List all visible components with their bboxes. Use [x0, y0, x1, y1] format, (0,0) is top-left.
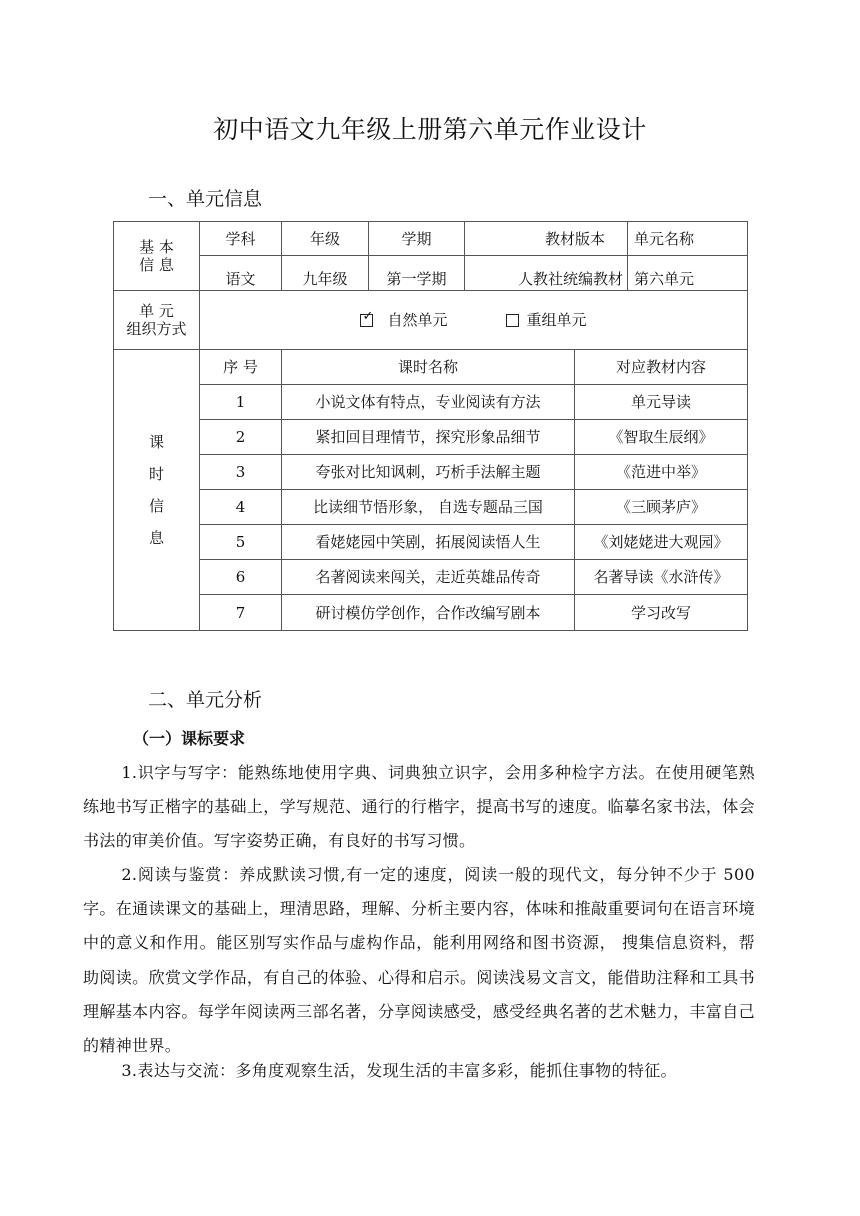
lesson-content: 《范进中举》: [575, 455, 748, 490]
header-semester: 学期: [369, 222, 465, 256]
basic-info-label: [114, 222, 200, 291]
lesson-name: 夸张对比知讽刺，巧析手法解主题: [282, 455, 575, 490]
lesson-label-char: 课: [148, 433, 164, 451]
table-row: [114, 560, 748, 595]
org-method-label-line2: 组织方式: [126, 320, 187, 338]
checked-checkbox-icon[interactable]: ✓: [360, 314, 373, 327]
table-row: [114, 525, 748, 560]
option-regroup-unit[interactable]: [506, 311, 587, 329]
paragraph-literacy: 1.识字与写字：能熟练地使用字典、词典独立识字，会用多种检字方法。在使用硬笔熟练地书写正楷字的基础上，学写规范、通行的行楷字，提高书写的速度。临摹名家书法，体会书法的审美价值。写字姿势正确，有良好的书写习惯。: [83, 763, 755, 851]
lesson-content: 《刘姥姥进大观园》: [575, 525, 748, 560]
lesson-number: 2: [200, 420, 282, 455]
lesson-name: 比读细节悟形象， 自选专题品三国: [282, 490, 575, 525]
lesson-header-content: 对应教材内容: [575, 350, 748, 385]
lesson-number: 3: [200, 455, 282, 490]
option-natural-unit[interactable]: [360, 308, 448, 329]
table-row: [114, 455, 748, 490]
section-heading-unit-analysis: 二、单元分析: [148, 689, 263, 711]
lesson-content: 《智取生辰纲》: [575, 420, 748, 455]
org-method-label-line1: 单 元: [139, 302, 174, 320]
basic-info-label-line2: 信 息: [139, 256, 174, 274]
lesson-name: 看姥姥园中笑剧，拓展阅读悟人生: [282, 525, 575, 560]
lesson-number: 5: [200, 525, 282, 560]
header-subject: 学科: [200, 222, 282, 256]
lesson-content: 名著导读《水浒传》: [575, 560, 748, 595]
document-title: 初中语文九年级上册第六单元作业设计: [213, 115, 647, 144]
lesson-content: 《三顾茅庐》: [575, 490, 748, 525]
lesson-number: 1: [200, 385, 282, 420]
lesson-number: 4: [200, 490, 282, 525]
lesson-number: 7: [200, 595, 282, 631]
unchecked-checkbox-icon[interactable]: [506, 314, 519, 327]
lesson-content: 学习改写: [575, 595, 748, 631]
lesson-info-label: [114, 350, 200, 631]
option-natural-label: 自然单元: [387, 311, 448, 329]
table-row: [114, 490, 748, 525]
basic-info-label-line1: 基 本: [139, 238, 174, 256]
header-unit-name: 单元名称: [628, 222, 748, 256]
subsection-heading-curriculum: （一）课标要求: [133, 729, 246, 748]
value-semester: 第一学期: [369, 256, 465, 291]
header-textbook: 教材版本: [465, 222, 628, 256]
org-method-options: [200, 291, 748, 350]
lesson-name: 研讨模仿学创作，合作改编写剧本: [282, 595, 575, 631]
header-grade: 年级: [282, 222, 369, 256]
table-row: [114, 385, 748, 420]
lesson-label-char: 信: [148, 497, 164, 515]
option-regroup-label: 重组单元: [526, 311, 587, 329]
lesson-label-char: 息: [148, 529, 164, 547]
table-row: [114, 595, 748, 631]
section-heading-unit-info: 一、单元信息: [148, 188, 263, 210]
paragraph-reading: 2.阅读与鉴赏：养成默读习惯,有一定的速度，阅读一般的现代文，每分钟不少于 500 字。在通读课文的基础上，理清思路，理解、分析主要内容，体味和推敲重要词句在语言环境中的意义和作用。能区别写实作品与虚构作品，能利用网络和图书资源， 搜集信息资料，帮助阅读。欣赏文学作品，有自己的体验、心得和启示。阅读浅易文言文，能借助注释和工具书理解基本内容。每学年阅读两三部名著，分享阅读感受，感受经典名著的艺术魅力，丰富自己的精神世界。: [83, 865, 755, 1056]
lesson-header-name: 课时名称: [282, 350, 575, 385]
lesson-label-char: 时: [148, 465, 164, 483]
lesson-name: 紧扣回目理情节，探究形象品细节: [282, 420, 575, 455]
lesson-header-number: 序 号: [200, 350, 282, 385]
value-grade: 九年级: [282, 256, 369, 291]
paragraph-expression: 3.表达与交流：多角度观察生活，发现生活的丰富多彩，能抓住事物的特征。: [121, 1061, 677, 1080]
value-textbook: 人教社统编教材: [465, 256, 628, 291]
lesson-name: 名著阅读来闯关，走近英雄品传奇: [282, 560, 575, 595]
unit-info-table: [113, 221, 748, 631]
table-row: [114, 420, 748, 455]
value-unit-name: 第六单元: [628, 256, 748, 291]
value-subject: 语文: [200, 256, 282, 291]
lesson-content: 单元导读: [575, 385, 748, 420]
org-method-label: [114, 291, 200, 350]
lesson-name: 小说文体有特点，专业阅读有方法: [282, 385, 575, 420]
lesson-number: 6: [200, 560, 282, 595]
